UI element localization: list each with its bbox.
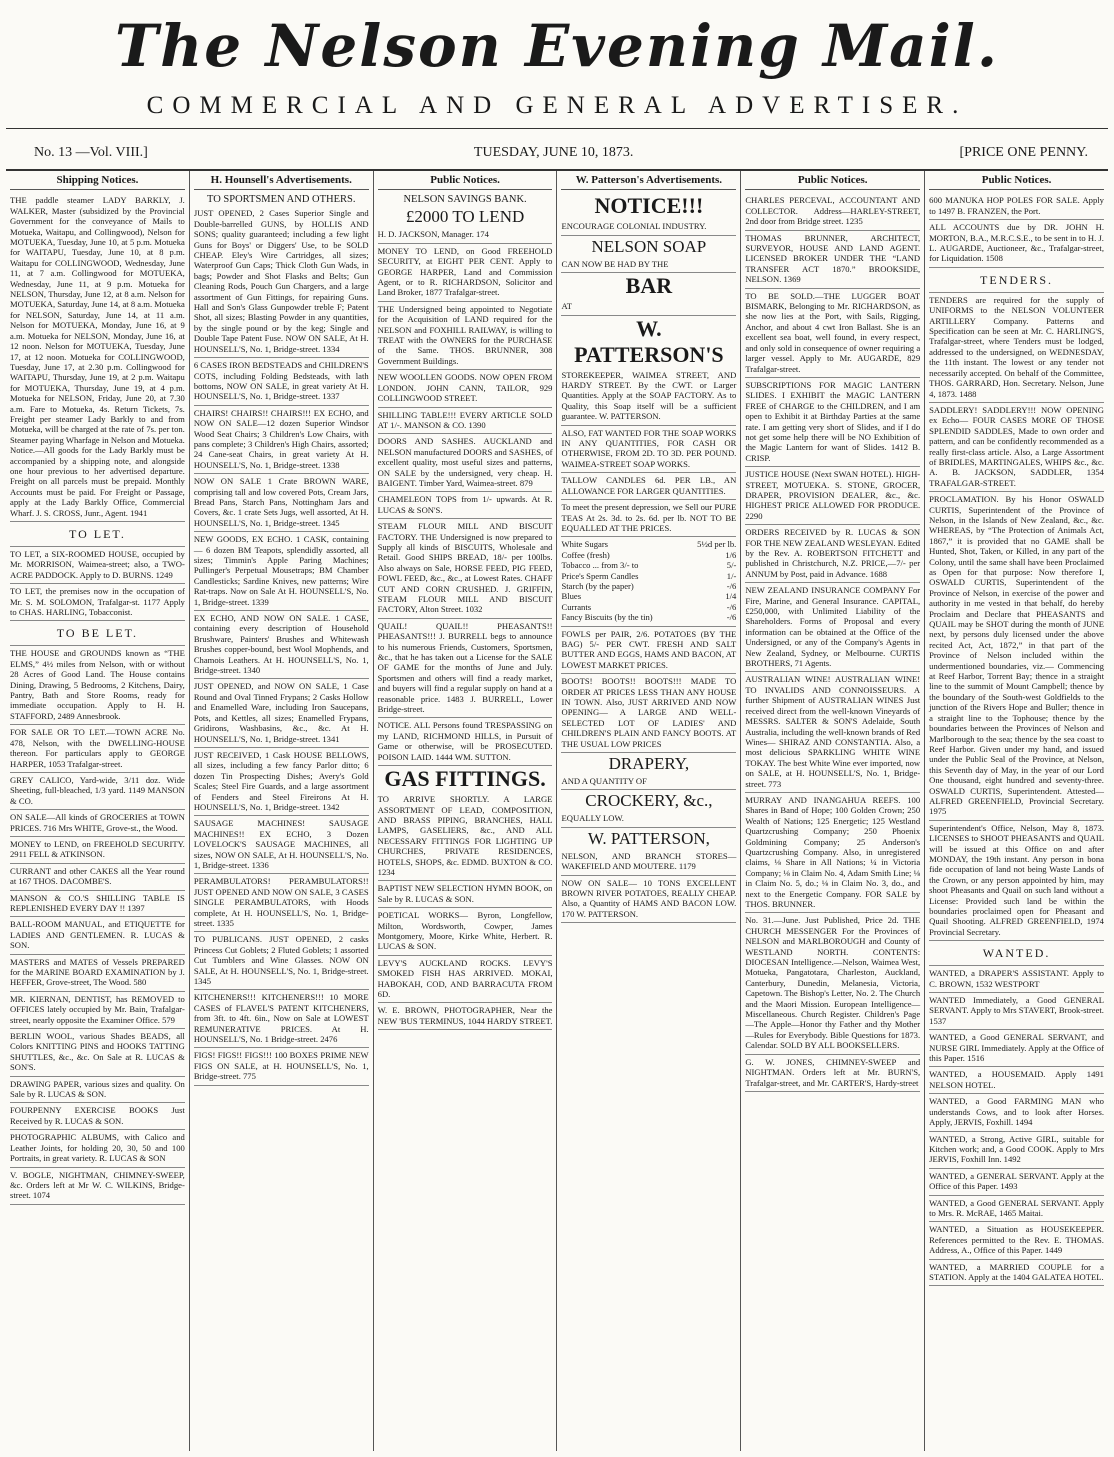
price-item: Coffee (fresh) xyxy=(561,549,610,560)
advertisement: WANTED, a MARRIED COUPLE for a STATION. Apply at the 1404 GALATEA HOTEL. xyxy=(929,1260,1104,1287)
advertisement: BALL-ROOM MANUAL, and ETIQUETTE for LADIES AND GENTLEMEN. R. LUCAS & SON. xyxy=(10,917,185,954)
section-heading: TENDERS. xyxy=(929,268,1104,293)
price-value: 1/6 xyxy=(725,549,737,560)
advertisement: THE HOUSE and GROUNDS known as “THE ELMS,” 4½ miles from Nelson, with or without 28 Acres of Good Land. The House contains Dining, Drawing, 5 Bedrooms, 2 Kitchens, Dairy, Pantry, Bath and Store Rooms, ready for immediate occupation. Apply to H. H. STAFFORD, 2489 Annesbrook. xyxy=(10,646,185,725)
advertisement: WANTED, a Good GENERAL SERVANT. Apply to Mrs. R. McRAE, 1465 Maitai. xyxy=(929,1196,1104,1223)
columns xyxy=(6,171,1108,1451)
ad-heading: CROCKERY, &c., xyxy=(585,791,713,811)
advertisement: To meet the present depression, we Sell our PURE TEAS At 2s. 3d. to 2s. 6d. per lb. NOT TO BE EQUALLED AT THE PRICES. xyxy=(561,500,736,537)
advertisement: MASTERS and MATES of Vessels PREPARED for the MARINE BOARD EXAMINATION by J. HEFFER, Grove-street, The Wood. 580 xyxy=(10,955,185,992)
advertisement: WANTED Immediately, a Good GENERAL SERVANT. Apply to Mrs STAVERT, Brook-street. 1537 xyxy=(929,993,1104,1030)
advertisement: THE paddle steamer LADY BARKLY, J. WALKER, Master (subsidized by the Provincial Government for the conveyance of Mails to Motueka, Waitapu, and Collingwood), Nelson for MOTUEKA, Tuesday, June 10, at 5 p.m. Motueka for WAITAPU, Tuesday, June 10, at 8 p.m. Waitapu for COLLINGWOOD, Wednesday, June 11, at 7 a.m. Collingwood for MOTUEKA, Wednesday, June 11, at 9 p.m. Motueka for NELSON, Thursday, June 12, at 8 a.m. Nelson for MOTUEKA, Saturday, June 14, at 8 a.m. Motueka for NELSON, Saturday, June 14, at 11 a.m. Nelson for MOTUEKA, Monday, June 16, at 9 a.m. Motueka for NELSON, Monday, June 16, at 12 noon. Nelson for MOTUEKA, Tuesday, June 17, at 12 noon. Motueka for COLLINGWOOD, Tuesday, June 17, at 2.30 p.m. Collingwood for WAITAPU, Thursday, June 19, at 2 p.m. Waitapu for MOTUEKA, Thursday, June 19, at 4 p.m. Motueka for NELSON, Friday, June 20, at 7.30 a.m. Fare to Motueka, 4s. Return Tickets, 7s. Freight per steamer Lady Barkly to and from Motueka, will be charged at the rate of 7s. per ton. Steamer paying Wharfage in Nelson and Motueka. Notice.—All goods for the Lady Barkly must be accompanied by a shipping note, and alongside one hour previous to her advertised departure. Freight on all parcels must be prepaid. Monthly Accounts must be paid. For Freight or Passage, apply at the Lady Barkly Office, Commercial Wharf. J. S. CROSS, Junr., Agent. 1941 xyxy=(10,193,185,522)
price-row xyxy=(561,560,736,570)
advertisement: BOOTS! BOOTS!! BOOTS!!! MADE TO ORDER AT PRICES LESS THAN ANY HOUSE IN TOWN. Also, JUST ARRIVED AND NOW OPENING— A LARGE AND WELL-SELECTED LOT OF LADIES' AND CHILDREN'S PLAIN AND FANCY BOOTS. AT THE USUAL LOW PRICES xyxy=(561,674,736,753)
section-heading: TO BE LET. xyxy=(10,621,185,646)
advertisement: TALLOW CANDLES 6d. PER LB., AN ALLOWANCE FOR LARGER QUANTITIES. xyxy=(561,473,736,500)
advertisement: FOWLS per PAIR, 2/6. POTATOES (BY THE BAG) 5/- PER CWT. FRESH AND SALT BUTTER AND EGGS, HAMS AND BACON, AT LOWEST MARKET PRICES. xyxy=(561,627,736,675)
advertisement: No. 31.—June. Just Published, Price 2d. THE CHURCH MESSENGER For the Provinces of NELSON and MARLBOROUGH and County of WESTLAND NORTH. CONTENTS: DIOCESAN Intelligence.—Nelson, Waimea West, Motueka, Pangatotara, Charleston, Auckland, Canterbury, Dunedin, Melanesia, Victoria, Capetown. The Bishop's Letter, No. 2. The Church and the Maori Mission. European Intelligence—Miscellaneous. Church Register. Children's Page—The Apple—Honor thy Father and thy Mother—Rules for Everybody. Bible Questions for 1873. Calendar. SOLD BY ALL BOOKSELLERS. xyxy=(745,913,920,1054)
advertisement: DOORS AND SASHES. AUCKLAND and NELSON manufactured DOORS and SASHES, of excellent quality, most useful sizes and patterns, ON SALE by the undersigned, very cheap. H. BAIGENT. Timber Yard, Waimea-street. 879 xyxy=(378,434,553,492)
column-6 xyxy=(925,171,1108,1451)
price-row xyxy=(561,602,736,612)
advertisement: FOR SALE OR TO LET.—TOWN ACRE No. 478, Nelson, with the DWELLING-HOUSE thereon. For particulars apply to GEORGE HARPER, 1053 Trafalgar-street. xyxy=(10,725,185,773)
ad-heading: NELSON SAVINGS BANK. xyxy=(403,194,527,206)
column-4 xyxy=(557,171,741,1451)
masthead xyxy=(6,6,1108,122)
advertisement: TO LET, the premises now in the occupation of Mr. S. M. SOLOMON, Trafalgar-st. 1177 Apply to CHAS. HARLING, Tobacconist. xyxy=(10,584,185,621)
advertisement: WANTED, a Strong, Active GIRL, suitable for Kitchen work; and, a Good COOK. Apply to Mrs JERVIS, Foxhill Inn. 1492 xyxy=(929,1132,1104,1169)
advertisement: NEW WOOLLEN GOODS. NOW OPEN FROM LONDON. JOHN CANN, TAILOR, 929 COLLINGWOOD STREET. xyxy=(378,370,553,407)
advertisement: V. BOGLE, NIGHTMAN, CHIMNEY-SWEEP, &c. Orders left at Mr W. C. WILKINS, Bridge-street. 1074 xyxy=(10,1168,185,1205)
advertisement: H. D. JACKSON, Manager. 174 xyxy=(378,227,553,243)
advertisement: CHARLES PERCEVAL, ACCOUNTANT AND COLLECTOR. Address—HARLEY-STREET, 2nd door from Bridge street. 1235 xyxy=(745,193,920,230)
price-row xyxy=(561,612,736,622)
advertisement: 6 CASES IRON BEDSTEADS and CHILDREN'S COTS, including Folding Bedsteads, with lath bottoms, NOW ON SALE, in great variety At H. HOUNSELL'S, No. 1, Bridge-street. 1337 xyxy=(194,358,369,406)
advertisement: THE Undersigned being appointed to Negotiate for the Acquisition of LAND required for the NELSON and FOXHILL RAILWAY, is willing to TREAT with the OWNERS for the PURCHASE of the Same. THOS. BRUNNER, 308 Government Buildings. xyxy=(378,302,553,370)
advertisement: AT xyxy=(561,299,736,315)
newspaper-title: The Nelson Evening Mail. xyxy=(114,12,1000,80)
price-row xyxy=(561,539,736,549)
advertisement: JUST OPENED, and NOW ON SALE, 1 Case Round and Oval Tinned Frypans; 2 Casks Hollow and Enamelled Ware, including Iron Saucepans, Pots, and Kettles, all sizes; Enamelled Frypans, Gridirons, Washbasins, &c., &c. At H. HOUNSELL'S, No. 1, Bridge-street. 1341 xyxy=(194,679,369,747)
advertisement: JUST OPENED, 2 Cases Superior Single and Double-barrelled GUNS, by HOLLIS AND SONS; quality guaranteed; including a few light Guns for Boys' or Diggers' Use, to be SOLD CHEAP. Eley's Wire Cartridges, all sizes; Waterproof Gun Caps; Thick Cloth Gun Wads, in bags; Powder and Shot Flasks and Belts; Gun Cleaning Rods, Pouch Gun Chargers, and a large assortment of Gun Fittings, for repairing Guns. Hall and Son's Glass Gunpowder treble F; Patent Shot, all sizes; Blasting Powder in any quantities, by the single pound or by the keg; Single and Double Tape Patent Fuse. NOW ON SALE, At H. HOUNSELL'S, No. 1, Bridge-street. 1334 xyxy=(194,206,369,358)
advertisement: ALL ACCOUNTS due by DR. JOHN H. MORTON, B.A., M.R.C.S.E., to be sent in to H. J. L. AUGARDE, Auctioneer, &c., Trafalgar-street, for Liquidation. 1508 xyxy=(929,220,1104,268)
advertisement: MR. KIERNAN, DENTIST, has REMOVED to OFFICES lately occupied by Mr. Bain, Trafalgar-street, nearly opposite the Examiner Office. 579 xyxy=(10,992,185,1029)
price-value: -/6 xyxy=(726,601,737,612)
advertisement: Superintendent's Office, Nelson, May 8, 1873. LICENSES to SHOOT PHEASANTS and QUAIL will be issued at this Office on and after MONDAY, the 19th instant. Any person in bona fide occupation of land not being Waste Lands of the Crown, or any person appointed by him, may shoot Pheasants and Quail on such land without a License: Provided such land be within the boundaries proclaimed open for Pheasant and Quail Shooting. ALFRED GREENFIELD, 1974 Provincial Secretary. xyxy=(929,821,1104,941)
column-2 xyxy=(190,171,374,1451)
column-1 xyxy=(6,171,190,1451)
advertisement: FOURPENNY EXERCISE BOOKS Just Received by R. LUCAS & SON. xyxy=(10,1103,185,1130)
advertisement: TENDERS are required for the supply of UNIFORMS to the NELSON VOLUNTEER ARTILLERY Company. Patterns and Specification can be seen at Mr. C. HARLING'S, Trafalgar-street, where Tenders must be lodged, addressed to the undersigned, on WEDNESDAY, the 11th instant. The lowest or any tender not necessarily accepted. On behalf of the Committee, THOS. GARRARD, Hon. Secretary. Nelson, June 4, 1873. 1488 xyxy=(929,293,1104,403)
advertisement: CHAIRS! CHAIRS!! CHAIRS!!! EX ECHO, and NOW ON SALE—12 dozen Superior Windsor Wood Seat Chairs; 3 Children's Low Chairs, with pans complete; 3 Children's High Chairs, assorted; 24 Cane-seat Chairs, in great variety At H. HOUNSELL'S, No. 1, Bridge-street. 1338 xyxy=(194,406,369,474)
advertisement: SADDLERY! SADDLERY!!! NOW OPENING ex Echo— FOUR CASES MORE OF THOSE SPLENDID SADDLES, Made to own order and pattern, and can be confidently recommended as a really first-class article. Also, a Large Assortment of BRIDLES, MARTINGALES, WHIPS &c., &c. A. B. JACKSON, SADDLER, 1354 TRAFALGAR-STREET. xyxy=(929,403,1104,492)
advertisement: STEAM FLOUR MILL AND BISCUIT FACTORY. THE Undersigned is now prepared to Supply all kinds of BISCUITS, Wholesale and Retail. Good SHIPS BREAD, 18/- per 100lbs. Also always on Sale, HORSE FEED, PIG FEED, FOWL FEED, &c., &c., at Lowest Rates. CHAFF CUT AND CORN CRUSHED. J. GRIFFIN, STEAM FLOUR MILL AND BISCUIT FACTORY, Alton Street. 1032 xyxy=(378,519,553,619)
advertisement: MANSON & CO.'S SHILLING TABLE IS REPLENISHED EVERY DAY !! 1397 xyxy=(10,891,185,918)
column-3 xyxy=(374,171,558,1451)
advertisement: NOW ON SALE 1 Crate BROWN WARE, comprising tall and low covered Pots, Cream Jars, Bread Pans, Starch Pans, Nottingham Jars and Covers, &c. 1 crate Sets Jugs, well assorted, At H. HOUNSELL'S, No. 1, Bridge-street. 1345 xyxy=(194,474,369,532)
advertisement: DRAWING PAPER, various sizes and quality. On Sale by R. LUCAS & SON. xyxy=(10,1077,185,1104)
advertisement: POETICAL WORKS— Byron, Longfellow, Milton, Wordsworth, Cowper, James Montgomery, Moore, Kirke White, Herbert. R. LUCAS & SON. xyxy=(378,908,553,956)
price-item: Blues xyxy=(561,591,582,602)
advertisement: CURRANT and other CAKES all the Year round at 167 THOS. DACOMBE'S. xyxy=(10,864,185,891)
column-header: Public Notices. xyxy=(378,171,553,190)
column-header: Public Notices. xyxy=(745,171,920,190)
advertisement: FIGS! FIGS!! FIGS!!! 100 BOXES PRIME NEW FIGS ON SALE, at H. HOUNSELL'S, No. 1, Bridge-street. 775 xyxy=(194,1048,369,1085)
advertisement: 600 MANUKA HOP POLES FOR SALE. Apply to 1497 B. FRANZEN, the Port. xyxy=(929,193,1104,220)
advertisement: WANTED, a DRAPER'S ASSISTANT. Apply to C. BROWN, 1532 WESTPORT xyxy=(929,966,1104,993)
ad-heading: BAR xyxy=(625,273,673,299)
advertisement: ENCOURAGE COLONIAL INDUSTRY. xyxy=(561,219,736,235)
dateline xyxy=(6,129,1108,171)
advertisement: W. E. BROWN, PHOTOGRAPHER, Near the NEW 'BUS TERMINUS, 1044 HARDY STREET. xyxy=(378,1003,553,1030)
ad-heading: £2000 TO LEND xyxy=(405,207,525,227)
price-item: Starch (by the paper) xyxy=(561,580,634,591)
advertisement: NELSON, AND BRANCH STORES— WAKEFIELD AND MOUTERE. 1179 xyxy=(561,849,736,876)
advertisement: SHILLING TABLE!!! EVERY ARTICLE SOLD AT 1/-. MANSON & CO. 1390 xyxy=(378,408,553,435)
price-item: Price's Sperm Candles xyxy=(561,570,639,581)
advertisement: MURRAY AND INANGAHUA REEFS. 100 Shares in Band of Hope; 100 Golden Crown; 250 Wealth of Nations; 125 Energetic; 125 Westland Quartzcrushing Company; 250 Phoenix Goldmining Company; 25 Anderson's Quartzcrushing Company. Also, in unregistered claims, ⅛ Share in All Nations; ¼ in Victoria Company; ⅛ in Claim No. 4, Adam Smith Line; ⅛ in Claim No. 5, do.; ⅛ in Claim No. 3, do., and next to the Energetic Company. FOR SALE by THOS. BRUNNER. xyxy=(745,793,920,913)
advertisement: NOW ON SALE— 10 TONS EXCELLENT BROWN RIVER POTATOES, REALLY CHEAP. Also, a Quantity of HAMS AND BACON LOW. 170 W. PATTERSON. xyxy=(561,876,736,924)
column-header: Public Notices. xyxy=(929,171,1104,190)
price-value: 5½d per lb. xyxy=(697,539,737,550)
advertisement: JUST RECEIVED, 1 Cask HOUSE BELLOWS, all sizes, including a few fancy Parlor ditto; 6 dozen Tin Prospecting Dishes; Avery's Gold Scales; Steel Fire Guards, and a large assortment of Fenders and Steel Fireirons At H. HOUNSELL'S, No. 1, Bridge-street. 1342 xyxy=(194,748,369,816)
advertisement: WANTED, a Situation as HOUSEKEEPER. References permitted to the Rev. E. THOMAS. Address, A., Office of this Paper. 1449 xyxy=(929,1222,1104,1259)
advertisement: TO BE SOLD.—THE LUGGER BOAT BISMARK, Belonging to Mr. RICHARDSON, as she now lies at the Port, with Sails, Rigging, Anchor, and about 4 cwt Iron Ballast. She is an excellent sea boat, well found, in every respect, and only sold in consequence of owner requiring a larger vessel. Apply to Mr. AUGARDE, 829 Trafalgar-street. xyxy=(745,289,920,378)
advertisement: WANTED, a Good FARMING MAN who understands Cows, and to look after Horses. Apply, JERVIS, Foxhill. 1494 xyxy=(929,1094,1104,1131)
advertisement: AUSTRALIAN WINE! AUSTRALIAN WINE! TO INVALIDS AND CONNOISSEURS. A further Shipment of AUSTRALIAN WINES Just received direct from the well-known Vineyards of MESSRS. SALTER & SON'S Adelaide, South Australia, including the well-known brands of Red Wines— SHIRAZ AND CONSTANTIA. Also, a most delicious SPARKLING WHITE WINE TOKAY. The best White Wine ever imported, now on SALE, at H. HOUNSELL'S, No. 1, Bridge-street. 773 xyxy=(745,672,920,792)
advertisement: SAUSAGE MACHINES! SAUSAGE MACHINES!! EX ECHO, 3 Dozen LOVELOCK'S SAUSAGE MACHINES, all sizes, NOW ON SALE, At H. HOUNSELL'S, No. 1, Bridge-street. 1336 xyxy=(194,816,369,874)
ad-heading: NELSON SOAP xyxy=(591,236,707,256)
advertisement: MONEY to LEND, on FREEHOLD SECURITY. 2911 FELL & ATKINSON. xyxy=(10,837,185,864)
advertisement: THOMAS BRUNNER, ARCHITECT, SURVEYOR, HOUSE AND LAND AGENT. LICENSED BROKER UNDER THE “LAND TRANSFER ACT 1870.” BROOKSIDE, NELSON. 1369 xyxy=(745,231,920,289)
price-row xyxy=(561,591,736,601)
column-5 xyxy=(741,171,925,1451)
price-value: 1/- xyxy=(726,570,737,581)
advertisement: JUSTICE HOUSE (Next SWAN HOTEL). HIGH-STREET, MOTUEKA. S. STONE, GROCER, DRAPER, PROVISION DEALER, &c., &c. HIGHEST PRICE ALLOWED FOR PRODUCE. 2290 xyxy=(745,467,920,525)
price-item: Currants xyxy=(561,601,592,612)
column-header: W. Patterson's Advertisements. xyxy=(561,171,736,190)
issue-number: No. 13 —Vol. VIII.] xyxy=(34,145,148,160)
price-row xyxy=(561,581,736,591)
advertisement: WANTED, a Good GENERAL SERVANT, and NURSE GIRL Immediately. Apply at the Office of this Paper. 1516 xyxy=(929,1030,1104,1067)
advertisement: AND A QUANTITY OF xyxy=(561,774,736,790)
price-item: Fancy Biscuits (by the tin) xyxy=(561,612,653,623)
price-row xyxy=(561,571,736,581)
price-list xyxy=(561,537,736,626)
ad-heading: GAS FITTINGS. xyxy=(384,766,546,792)
advertisement: LEVY'S AUCKLAND ROCKS. LEVY'S SMOKED FISH HAS ARRIVED. MOKAI, HABOKAH, COD, AND BARRACUTA FROM 6D. xyxy=(378,956,553,1004)
advertisement: ORDERS RECEIVED by R. LUCAS & SON FOR THE NEW ZEALAND WESLEYAN. Edited by the Rev. A. ROBERTSON FITCHETT and published in Christchurch, N.Z. PRICE,—7/- per ANNUM by Post, paid in Advance. 1688 xyxy=(745,525,920,583)
section-heading: TO LET. xyxy=(10,522,185,547)
section-heading: WANTED. xyxy=(929,941,1104,966)
ad-heading: W. PATTERSON, xyxy=(587,828,710,848)
newspaper-subtitle: COMMERCIAL AND GENERAL ADVERTISER. xyxy=(146,92,968,119)
advertisement: MONEY TO LEND, on Good FREEHOLD SECURITY, at EIGHT PER CENT. Apply to GEORGE HARPER, Land and Commission Agent, or to R. RICHARDSON, Solicitor and Land Broker, 1877 Trafalgar-street. xyxy=(378,244,553,302)
advertisement: BERLIN WOOL, various Shades BEADS, all Colors KNITTING PINS and HOOKS TATTING SHUTTLES, &c., &c. On Sale at R. LUCAS & SON'S. xyxy=(10,1029,185,1077)
advertisement: TO LET, a SIX-ROOMED HOUSE, occupied by Mr. MORRISON, Waimea-street; also, a TWO-ACRE PADDOCK. Apply to D. BURNS. 1249 xyxy=(10,547,185,584)
price-item: White Sugars xyxy=(561,539,609,550)
advertisement: PHOTOGRAPHIC ALBUMS, with Calico and Leather Joints, for holding 20, 30, 50 and 100 Portraits, in great variety. R. LUCAS & SON xyxy=(10,1130,185,1167)
advertisement: EQUALLY LOW. xyxy=(561,811,736,827)
issue-price: [PRICE ONE PENNY. xyxy=(959,145,1088,160)
price-value: -/6 xyxy=(726,612,737,623)
advertisement: EX ECHO, AND NOW ON SALE. 1 CASE, containing every description of Household Brushware, Painters' Brushes and Whitewash Brushes copper-bound, best Wool Mophends, and Chamois Leathers. At H. HOUNSELL'S, No. 1, Bridge-street. 1340 xyxy=(194,611,369,679)
advertisement: G. W. JONES, CHIMNEY-SWEEP and NIGHTMAN. Orders left at Mr. BURN'S, Trafalgar-street, and Mr. CARTER'S, Hardy-street xyxy=(745,1055,920,1092)
price-item: Tobacco ... from 3/- to xyxy=(561,560,639,571)
column-header: Shipping Notices. xyxy=(10,171,185,190)
column-header: H. Hounsell's Advertisements. xyxy=(194,171,369,190)
advertisement: SUBSCRIPTIONS FOR MAGIC LANTERN SLIDES. I EXHIBIT the MAGIC LANTERN FREE of CHARGE to the CHILDREN, and I am open to Exhibit it at Birthday Parties at the same rate. I am getting very short of Slides, and if I do not get some help there will be NO Exhibition of the Magic Lantern for want of Slides. 1412 B. CRISP. xyxy=(745,378,920,467)
advertisement: GREY CALICO, Yard-wide, 3/11 doz. Wide Sheeting, full-bleached, 1/3 yard. 1149 MANSON & CO. xyxy=(10,773,185,810)
price-row xyxy=(561,550,736,560)
price-value: 5/- xyxy=(726,560,737,571)
price-value: 1/4 xyxy=(725,591,737,602)
advertisement: CHAMELEON TOPS from 1/- upwards. At R. LUCAS & SON'S. xyxy=(378,492,553,519)
ad-heading: NOTICE!!! xyxy=(594,193,704,219)
issue-date: TUESDAY, JUNE 10, 1873. xyxy=(473,145,634,160)
advertisement: NEW ZEALAND INSURANCE COMPANY For Fire, Marine, and General Insurance. CAPITAL, £250,000, with Unlimited Liability of the Shareholders. Forms of Proposal and every information can be obtained at the Office of the Undersigned, or any of the Company's Agents in New Zealand, Sydney, or Melbourne. CURTIS BROTHERS, 71 Agents. xyxy=(745,583,920,672)
advertisement: PROCLAMATION. By his Honor OSWALD CURTIS, Superintendent of the Province of Nelson, in the Islands of New Zealand, &c., &c. WHEREAS, by “The Protection of Animals Act, 1867,” it is provided that no GAME shall be Hunted, Shot, Taken, or Killed, in any part of the Colony, until the same shall have been Proclaimed as Open for that purpose: Now therefore I, OSWALD CURTIS, Superintendent of the Province of Nelson, in exercise of the power and authority in me vested in that behalf, do hereby Proclaim and Declare that PHEASANTS and QUAIL may be SHOT during the month of JUNE next, by persons duly licensed under the above recited Act, Act, 1872,” in that part of the Province of Nelson included within the undermentioned boundaries, viz.— Commencing at Reef Harbor, Torrent Bay; thence in a straight line to the summit of Mount Campbell; thence by the boundary of the South-west Goldfields to the junction of the Rivers Hope and Buller; thence in a straight line to the Tophouse; thence by the boundaries between the Provinces of Nelson and Marlborough to the sea; thence by the sea coast to Reef Harbor. Given under my hand, and issued under the Public Seal of the Province, at Nelson, this Seventh day of May, in the year of our Lord One thousand, eight hundred and seventy-three. OSWALD CURTIS, Superintendent. Attested— ALFRED GREENFIELD, Provincial Secretary. 1975 xyxy=(929,492,1104,821)
advertisement: TO PUBLICANS. JUST OPENED, 2 casks Princess Cut Goblets; 2 Fluted Goblets; 1 assorted Cut Tumblers and Wine Glasses. NOW ON SALE, At H. HOUNSELL'S, No. 1, Bridge-street. 1345 xyxy=(194,932,369,990)
advertisement: STOREKEEPER, WAIMEA STREET, AND HARDY STREET. By the CWT. or Larger Quantities. Apply at the SOAP FACTORY. As to Quality, this Soap itself will be a sufficient guarantee. W. PATTERSON. xyxy=(561,368,736,426)
advertisement: TO ARRIVE SHORTLY. A LARGE ASSORTMENT OF LEAD, COMPOSITION, AND BRASS PIPING, BRANCHES, HALL LAMPS, GASELIERS, &c., AND ALL NECESSARY FITTINGS FOR LIGHTING UP CHURCHES, PRIVATE RESIDENCES, HOTELS, SHOPS, &c. EDMD. BUXTON & CO. 1234 xyxy=(378,792,553,881)
advertisement: ON SALE—All kinds of GROCERIES at TOWN PRICES. 716 Mrs WHITE, Grove-st., the Wood. xyxy=(10,810,185,837)
advertisement: ALSO, FAT WANTED FOR THE SOAP WORKS IN ANY QUANTITIES, FOR CASH OR OTHERWISE, FROM 2D. TO 3D. PER POUND. WAIMEA-STREET SOAP WORKS. xyxy=(561,426,736,474)
advertisement: BAPTIST NEW SELECTION HYMN BOOK, on Sale by R. LUCAS & SON. xyxy=(378,881,553,908)
advertisement: KITCHENERS!!! KITCHENERS!!! 10 MORE CASES of FLAVEL'S PATENT KITCHENERS, from 3ft. to 4ft. 6in., Now on Sale at LOWEST REMUNERATIVE PRICES. At H. HOUNSELL'S, No. 1 Bridge-street. 2476 xyxy=(194,990,369,1048)
advertisement: CAN NOW BE HAD BY THE xyxy=(561,257,736,273)
ad-heading: W. PATTERSON'S xyxy=(574,315,724,367)
advertisement: WANTED, a GENERAL SERVANT. Apply at the Office of this Paper. 1493 xyxy=(929,1169,1104,1196)
advertisement: NOTICE. ALL Persons found TRESPASSING on my LAND, RICHMOND HILLS, in Pursuit of Game or otherwise, will be PROSECUTED. POISON LAID. 1444 WM. SUTTON. xyxy=(378,718,553,766)
advertisement: PERAMBULATORS! PERAMBULATORS!! JUST OPENED AND NOW ON SALE, 3 CASES SINGLE PERAMBULATORS, with Hoods complete, At H. HOUNSELL'S, No. 1, Bridge-street. 1335 xyxy=(194,874,369,932)
advertisement: QUAIL! QUAIL!! PHEASANTS!! PHEASANTS!!! J. BURRELL begs to announce to his numerous Friends, Customers, Sportsmen, &c., that he has taken out a License for the SALE OF GAME for the months of June and July. Sportsmen and others will find a ready market, and buyers will find a regular supply on hand at a reasonable price. 1483 J. BURRELL, Lower Bridge-street. xyxy=(378,619,553,719)
ad-heading: TO SPORTSMEN AND OTHERS. xyxy=(206,194,356,206)
advertisement: WANTED, a HOUSEMAID. Apply 1491 NELSON HOTEL. xyxy=(929,1067,1104,1094)
price-value: -/6 xyxy=(726,580,737,591)
advertisement: NEW GOODS, EX ECHO. 1 CASK, containing— 6 dozen BM Teapots, splendidly assorted, all sizes; Timmin's Apple Paring Machines; Pullinger's Perpetual Mousetraps; BM Chamber Candlesticks; Sardine Knives, new patterns; Wire Rat-traps. Now on Sale At H. HOUNSELL'S, No. 1, Bridge-street. 1339 xyxy=(194,532,369,611)
ad-heading: DRAPERY, xyxy=(608,754,690,774)
